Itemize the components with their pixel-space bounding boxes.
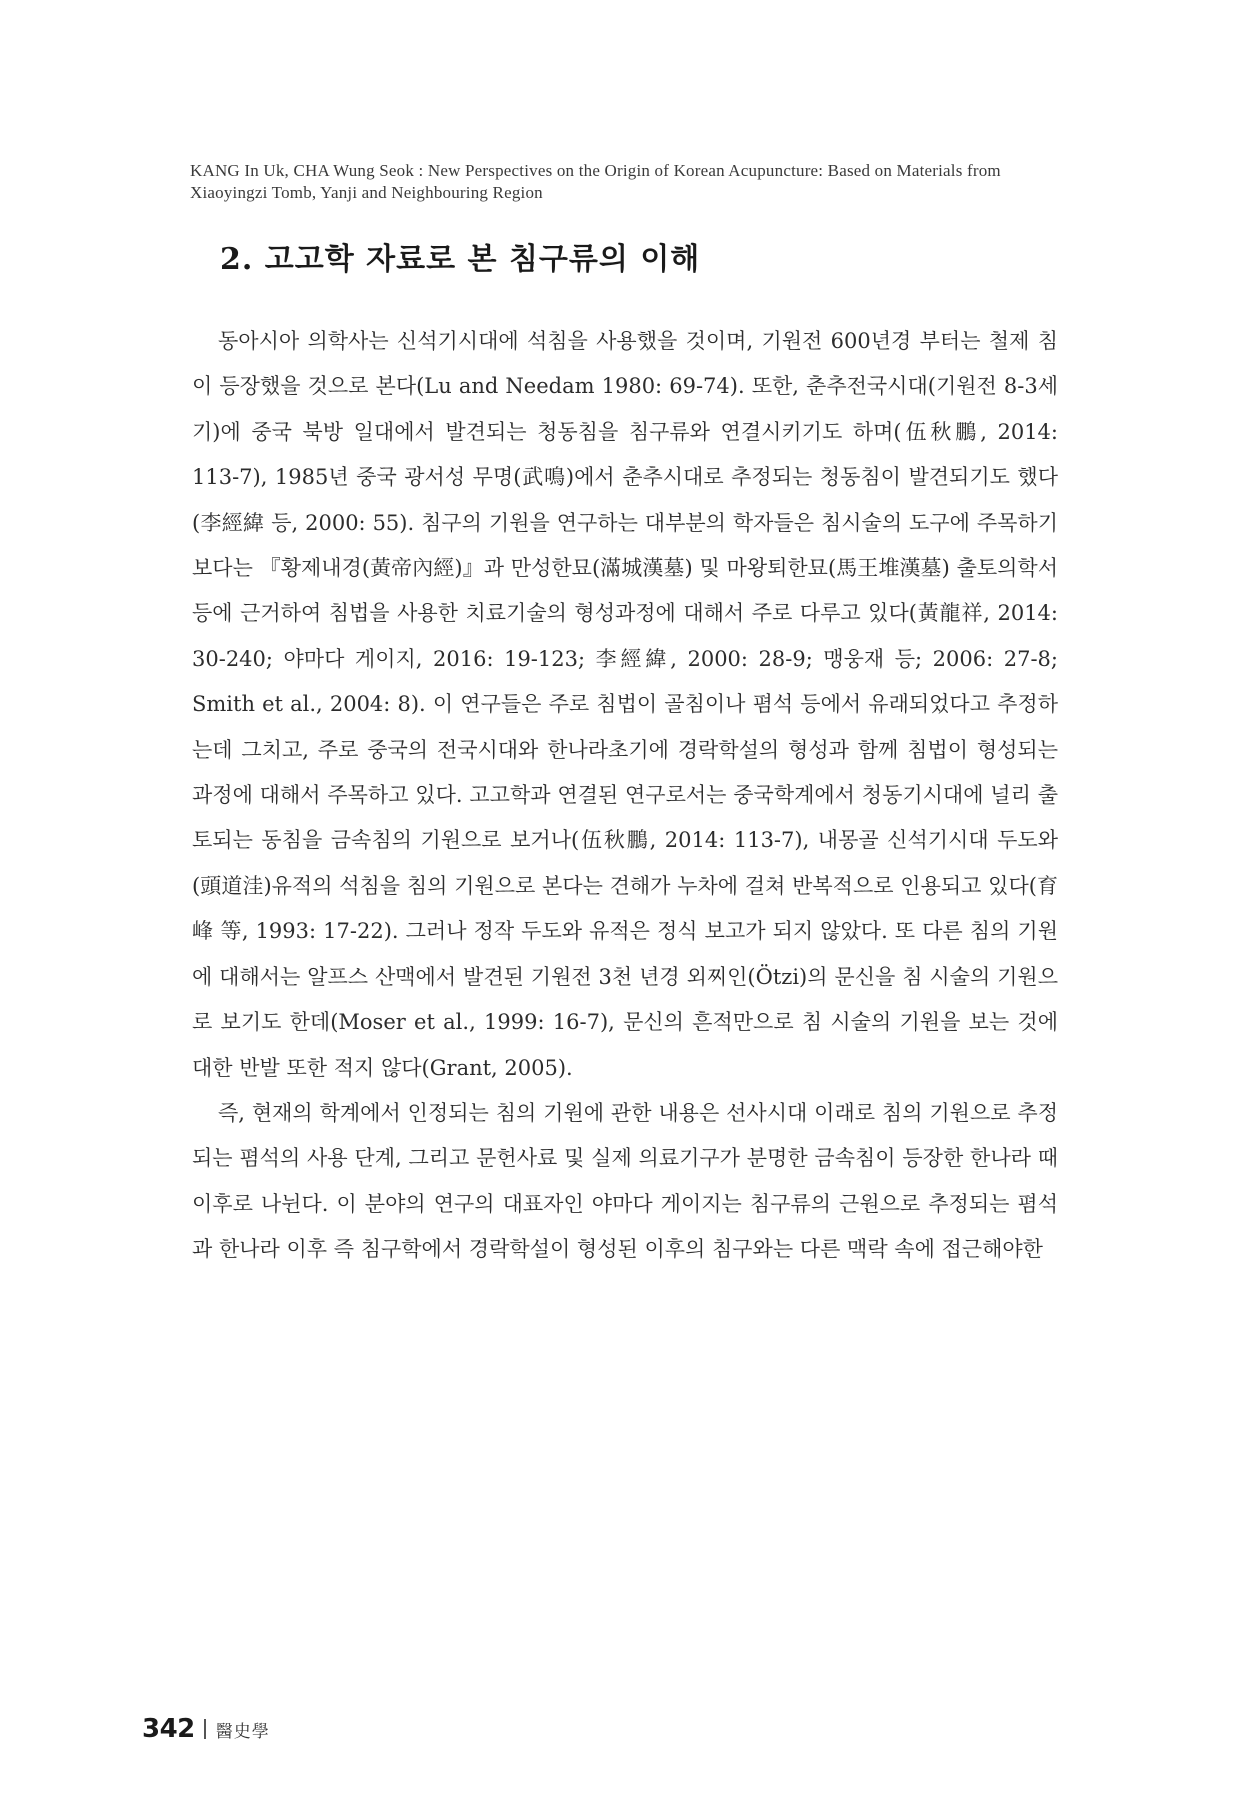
- paragraph: 동아시아 의학사는 신석기시대에 석침을 사용했을 것이며, 기원전 600년경 부터는 철제 침이 등장했을 것으로 본다(Lu and Needam 1980: 69-74). 또한, 춘추전국시대(기원전 8-3세기)에 중국 북방 일대에서 발견되는 청동침을 침구류와 연결시키기도 하며(伍秋鵬, 2014: 113-7), 1985년 중국 광서성 무명(武鳴)에서 춘추시대로 추정되는 청동침이 발견되기도 했다(李經緯 등, 2000: 55). 침구의 기원을 연구하는 대부분의 학자들은 침시술의 도구에 주목하기보다는 『황제내경(黃帝內經)』과 만성한묘(滿城漢墓) 및 마왕퇴한묘(馬王堆漢墓) 출토의학서 등에 근거하여 침법을 사용한 치료기술의 형성과정에 대해서 주로 다루고 있다(黃龍祥, 2014: 30-240; 야마다 게이지, 2016: 19-123; 李經緯, 2000: 28-9; 맹웅재 등; 2006: 27-8; Smith et al., 2004: 8). 이 연구들은 주로 침법이 골침이나 폄석 등에서 유래되었다고 추정하는데 그치고, 주로 중국의 전국시대와 한나라초기에 경락학설의 형성과 함께 침법이 형성되는 과정에 대해서 주목하고 있다. 고고학과 연결된 연구로서는 중국학계에서 청동기시대에 널리 출토되는 동침을 금속침의 기원으로 보거나(伍秋鵬, 2014: 113-7), 내몽골 신석기시대 두도와(頭道洼)유적의 석침을 침의 기원으로 본다는 견해가 누차에 걸쳐 반복적으로 인용되고 있다(育峰 等, 1993: 17-22). 그러나 정작 두도와 유적은 정식 보고가 되지 않았다. 또 다른 침의 기원에 대해서는 알프스 산맥에서 발견된 기원전 3천 년경 외찌인(Ötzi)의 문신을 침 시술의 기원으로 보기도 한데(Moser et al., 1999: 16-7), 문신의 흔적만으로 침 시술의 기원을 보는 것에 대한 반발 또한 적지 않다(Grant, 2005).: [192, 329, 1058, 1080]
- running-header: KANG In Uk, CHA Wung Seok : New Perspectives on the Origin of Korean Acupuncture: Based on Materials from Xiaoyingzi Tomb, Yanji and Neighbouring Region: [190, 161, 1001, 202]
- page-number: 342: [142, 1714, 195, 1744]
- paragraph: 즉, 현재의 학계에서 인정되는 침의 기원에 관한 내용은 선사시대 이래로 침의 기원으로 추정되는 폄석의 사용 단계, 그리고 문헌사료 및 실제 의료기구가 분명한 금속침이 등장한 한나라 때 이후로 나뉜다. 이 분야의 연구의 대표자인 야마다 게이지는 침구류의 근원으로 추정되는 폄석과 한나라 이후 즉 침구학에서 경락학설이 형성된 이후의 침구와는 다른 맥락 속에 접근해야한: [192, 1100, 1058, 1262]
- footer-divider: [204, 1719, 206, 1739]
- page-footer: [142, 1712, 270, 1746]
- body-text: [192, 319, 1058, 1273]
- section-title: 2. 고고학 자료로 본 침구류의 이해: [220, 242, 701, 277]
- journal-name: 醫史學: [215, 1721, 270, 1742]
